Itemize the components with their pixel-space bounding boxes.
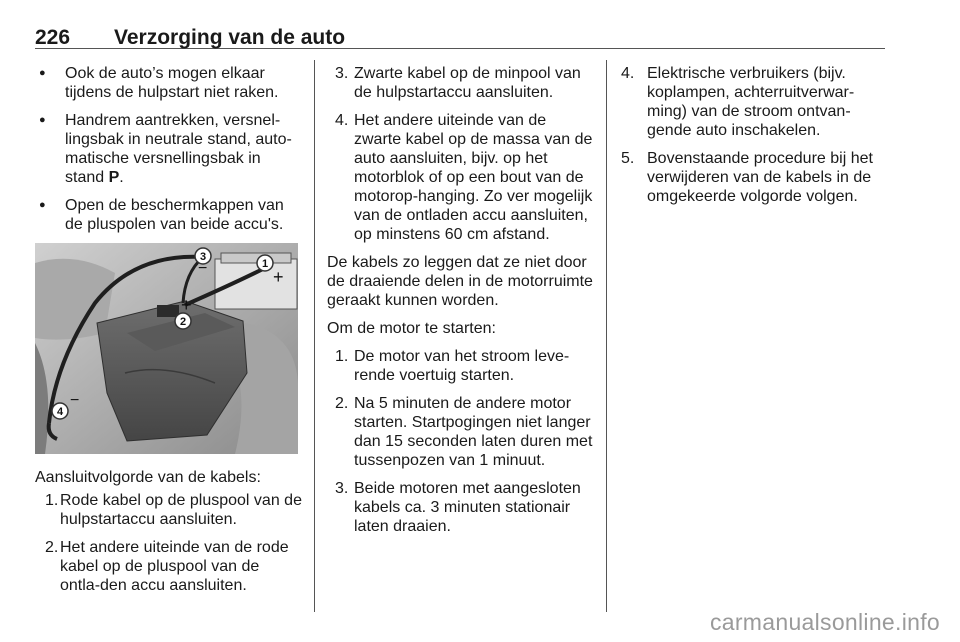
page-number: 226 [35, 26, 71, 49]
step-item: 3. Beide motoren met aangesloten kabels ca. 3 minuten stationair laten draaien. [335, 480, 581, 535]
bullet-item: ● Handrem aantrekken, versnel-lingsbak in neutrale stand, auto-matische versnellingsbak in stand P. [35, 111, 302, 187]
page-title: Verzorging van de auto [114, 26, 346, 49]
minus-sign: − [70, 392, 80, 409]
figure-caption: Aansluitvolgorde van de kabels: [35, 469, 261, 486]
step-item: 2. Het andere uiteinde van de rode kabel op de pluspool van de ontla-den accu aansluiten. [45, 539, 289, 594]
bullet-item: ● Open de beschermkappen van de pluspolen van beide accu's. [35, 196, 302, 234]
start-steps [327, 347, 595, 536]
bullet-item: ● Ook de auto’s mogen elkaar tijdens de hulpstart niet raken. [35, 64, 302, 102]
callout-2: 2 [179, 316, 187, 328]
plus-sign: + [181, 295, 192, 315]
callout-1: 1 [261, 258, 269, 270]
column-3 [619, 64, 879, 215]
jump-start-illustration [35, 243, 298, 454]
step-item: 1. Rode kabel op de pluspool van de hulpstartaccu aansluiten. [45, 492, 302, 528]
step-item: 3. Zwarte kabel op de minpool van de hulpstartaccu aansluiten. [335, 65, 581, 101]
page-header [35, 8, 885, 49]
minus-sign: − [198, 260, 208, 277]
step-item: 4. Het andere uiteinde van de zwarte kabel op de massa van de auto aansluiten, bijv. op het motorblok of op een bout van de motorop-hanging. Zo ver mogelijk van de ontladen accu aansluiten, op minstens 60 cm afstand. [335, 112, 593, 243]
column-2 [327, 64, 595, 545]
column-divider [606, 60, 607, 612]
callout-3: 3 [199, 251, 207, 263]
plus-sign: + [273, 267, 284, 287]
step-item: 2. Na 5 minuten de andere motor starten. Startpogingen niet langer dan 15 seconden laten duren met tussenpozen van 1 minuut. [335, 395, 593, 469]
step-item: 4. Elektrische verbruikers (bijv. koplampen, achterruitverwar-ming) van de stroom ontvan-gende auto inschakelen. [621, 65, 855, 139]
paragraph: De kabels zo leggen dat ze niet door de draaiende delen in de motorruimte geraakt kunnen worden. [327, 254, 593, 309]
gear-position: P [108, 169, 120, 186]
step-item: 1. De motor van het stroom leve-rende voertuig starten. [335, 348, 570, 384]
column-1 [35, 64, 302, 604]
column-divider [314, 60, 315, 612]
paragraph: Om de motor te starten: [327, 320, 496, 337]
watermark: carmanualsonline.info [709, 609, 940, 635]
step-item: 5. Bovenstaande procedure bij het verwijderen van de kabels in de omgekeerde volgorde volgen. [621, 150, 873, 205]
callout-4: 4 [56, 406, 64, 418]
